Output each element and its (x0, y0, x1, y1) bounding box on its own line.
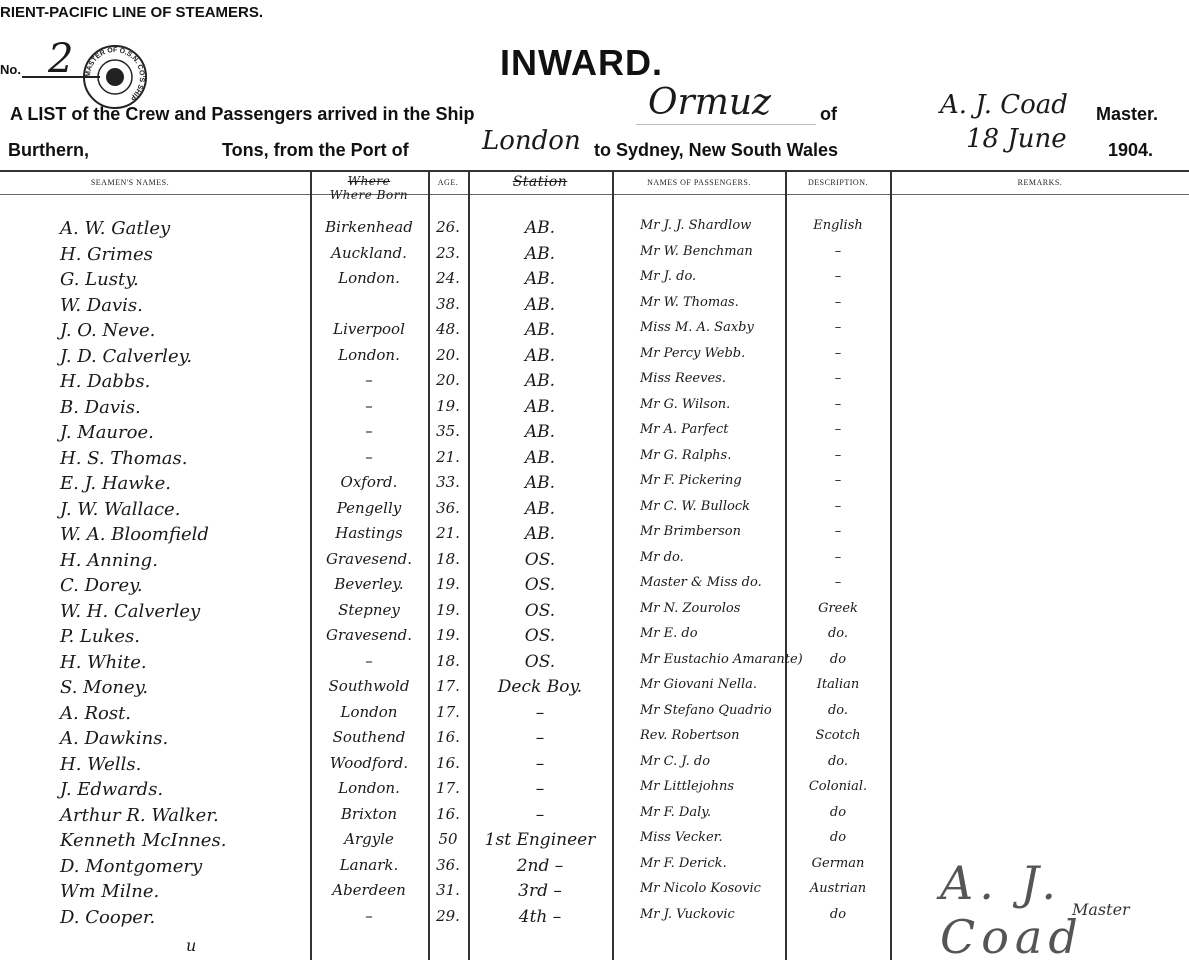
passenger-description: Italian (816, 677, 860, 692)
station: OS. (524, 600, 556, 621)
passenger-name: Mr E. do (640, 626, 698, 641)
station: – (535, 804, 545, 825)
seaman-name: D. Cooper. (60, 906, 156, 928)
seaman-name: D. Montgomery (60, 855, 203, 877)
page-title: INWARD. (500, 42, 663, 83)
station: AB. (524, 320, 556, 340)
passenger-name: Mr W. Thomas. (640, 294, 739, 310)
passenger-description: Greek (818, 600, 858, 616)
passenger-name: Mr Littlejohns (640, 779, 735, 794)
station: AB. (524, 396, 556, 417)
passenger-description: English (813, 218, 863, 233)
station: AB. (524, 498, 556, 519)
tons-label: Tons, from the Port of (222, 140, 409, 160)
age: 17. (436, 702, 460, 721)
seaman-name: W. Davis. (60, 294, 143, 316)
master-label: Master. (1096, 104, 1159, 124)
station: Deck Boy. (497, 677, 583, 697)
birthplace: Pengelly (336, 498, 402, 517)
seaman-name: H. S. Thomas. (60, 447, 188, 469)
passenger-description: – (834, 396, 842, 412)
station: – (535, 728, 545, 748)
age: 26. (436, 218, 460, 236)
passenger-description: Austrian (809, 881, 867, 896)
destination-text: to Sydney, New South Wales (594, 140, 839, 160)
station: AB. (524, 294, 556, 315)
birthplace: Liverpool (333, 320, 405, 338)
age: 36. (436, 855, 460, 874)
age: 48. (436, 320, 460, 338)
header-station-struck: Station (512, 174, 568, 190)
ship-stamp (82, 44, 148, 110)
birthplace: Lanark. (339, 855, 399, 874)
header-remarks: REMARKS. (1017, 178, 1063, 187)
table-top-rule (0, 170, 1189, 172)
passenger-name: Miss M. A. Saxby (640, 320, 754, 335)
passenger-description: do. (827, 702, 849, 718)
birthplace: Auckland. (331, 243, 407, 262)
age: 17. (436, 677, 460, 695)
seaman-name: J. Edwards. (60, 779, 164, 800)
station: – (535, 753, 545, 774)
birthplace: London. (338, 345, 400, 364)
seaman-name: W. A. Bloomfield (60, 524, 209, 545)
passenger-description: – (834, 422, 842, 437)
seaman-name: A. W. Gatley (60, 218, 171, 239)
seaman-name: H. White. (60, 651, 147, 673)
birthplace: – (365, 906, 373, 925)
birthplace: Southend (332, 728, 406, 746)
seaman-name: W. H. Calverley (60, 600, 201, 622)
passenger-description: – (834, 524, 842, 539)
seaman-name: A. Rost. (60, 702, 132, 724)
station: AB. (524, 473, 556, 493)
port-name: London (482, 126, 581, 156)
birthplace: Stepney (338, 600, 400, 619)
passenger-name: Master & Miss do. (640, 575, 762, 590)
passenger-description: do (829, 906, 847, 922)
age: 19. (436, 396, 460, 415)
birthplace: Southwold (328, 677, 410, 695)
passenger-name: Mr do. (640, 549, 684, 565)
passenger-name: Mr G. Ralphs. (640, 447, 732, 463)
header-station (470, 174, 610, 190)
rule-after-station (612, 170, 614, 960)
age: 24. (436, 269, 460, 287)
station: OS. (524, 626, 556, 646)
age: 19. (436, 626, 460, 644)
age: 35. (436, 422, 460, 440)
list-text: A LIST of the Crew and Passengers arrived in the Ship (10, 104, 475, 124)
passenger-name: Mr J. J. Shardlow (640, 218, 752, 233)
passenger-description: Scotch (815, 728, 861, 743)
passenger-description: – (834, 498, 842, 514)
seaman-name: H. Wells. (60, 753, 142, 775)
number-label: No. (0, 62, 21, 77)
seaman-name: P. Lukes. (60, 626, 140, 647)
birthplace: – (365, 422, 373, 440)
header-description: DESCRIPTION. (807, 178, 868, 187)
passenger-description: – (834, 345, 842, 361)
footer-mark: u (186, 936, 197, 955)
passenger-name: Mr J. do. (640, 269, 697, 284)
passenger-description: German (811, 855, 865, 871)
station: AB. (524, 345, 556, 366)
passenger-name: Mr J. Vuckovic (640, 906, 735, 922)
passenger-name: Mr C. J. do (640, 753, 711, 769)
passenger-name: Mr Percy Webb. (640, 345, 746, 361)
ship-underline (636, 124, 816, 125)
seaman-name: G. Lusty. (60, 269, 139, 290)
passenger-description: do (829, 804, 847, 820)
birthplace: Woodford. (329, 753, 409, 772)
number-value: 2 (48, 36, 74, 82)
passenger-description: do. (827, 626, 849, 641)
birthplace: London. (338, 779, 400, 797)
seaman-name: C. Dorey. (60, 575, 143, 596)
birthplace: Aberdeen (332, 881, 406, 899)
age: 16. (436, 753, 460, 772)
station: AB. (524, 371, 556, 391)
seaman-name: Kenneth McInnes. (60, 830, 227, 851)
birthplace: Oxford. (340, 473, 398, 491)
seaman-name: J. D. Calverley. (60, 345, 193, 367)
seaman-name: J. Mauroe. (60, 422, 154, 443)
age: 21. (436, 447, 460, 466)
age: 23. (436, 243, 460, 262)
station: 1st Engineer (484, 830, 596, 850)
seaman-name: J. W. Wallace. (60, 498, 181, 520)
seaman-name: S. Money. (60, 677, 149, 698)
birthplace: Gravesend. (325, 549, 413, 568)
passenger-name: Mr F. Pickering (640, 473, 742, 488)
passenger-description: – (834, 575, 842, 590)
passenger-description: do. (827, 753, 849, 769)
birthplace: – (365, 447, 373, 466)
age: 17. (436, 779, 460, 797)
header-born-text: Where Born (329, 188, 409, 202)
station: OS. (524, 549, 556, 570)
age: 36. (436, 498, 460, 517)
seaman-name: Wm Milne. (60, 881, 160, 902)
age: 31. (436, 881, 460, 899)
station: AB. (524, 422, 556, 442)
remarks-signature-title: Master (1072, 900, 1130, 919)
line-name: RIENT-PACIFIC LINE OF STEAMERS. (0, 4, 264, 21)
passenger-name: Mr Brimberson (640, 524, 742, 539)
station: – (535, 779, 545, 799)
station: 2nd – (516, 855, 564, 876)
birthplace: Hastings (335, 524, 403, 542)
passenger-description: – (834, 447, 842, 463)
seaman-name: H. Grimes (60, 243, 153, 265)
passenger-name: Mr N. Zourolos (640, 600, 741, 616)
age: 18. (436, 549, 460, 568)
birthplace: Beverley. (334, 575, 404, 593)
birthplace: Birkenhead (325, 218, 413, 236)
passenger-description: – (834, 549, 842, 565)
passenger-name: Mr Stefano Quadrio (640, 702, 772, 718)
seaman-name: J. O. Neve. (60, 320, 156, 341)
passenger-description: – (834, 371, 842, 386)
station: AB. (524, 269, 556, 289)
seaman-name: H. Dabbs. (60, 371, 151, 392)
age: 20. (436, 371, 460, 389)
age: 19. (436, 600, 460, 619)
station: AB. (524, 447, 556, 468)
age: 38. (436, 294, 460, 313)
passenger-name: Mr Eustachio Amarante) (640, 651, 803, 667)
station: AB. (524, 524, 556, 544)
passenger-name: Mr F. Daly. (640, 804, 711, 820)
master-name: A. J. Coad (940, 90, 1068, 120)
ship-name: Ormuz (648, 82, 772, 123)
station: OS. (524, 575, 556, 595)
birthplace: Gravesend. (325, 626, 413, 644)
age: 18. (436, 651, 460, 670)
station: 3rd – (518, 881, 562, 901)
passenger-name: Mr Nicolo Kosovic (640, 881, 761, 896)
age: 21. (436, 524, 460, 542)
passenger-description: – (834, 473, 842, 488)
passenger-name: Miss Reeves. (640, 371, 726, 386)
passenger-name: Mr W. Benchman (640, 243, 753, 259)
header-where-born (312, 174, 426, 202)
age: 16. (436, 804, 460, 823)
passenger-name: Miss Vecker. (640, 830, 723, 845)
header-passengers: NAMES OF PASSENGERS. (647, 178, 751, 187)
header-born-struck: Where (347, 174, 391, 188)
rule-after-description (890, 170, 892, 960)
passenger-name: Rev. Robertson (640, 728, 740, 743)
station: AB. (524, 243, 556, 264)
passenger-description: Colonial. (808, 779, 868, 794)
birthplace: Argyle (344, 830, 394, 848)
table-header-rule (0, 194, 1189, 195)
passenger-name: Mr G. Wilson. (640, 396, 731, 412)
burthern-label: Burthern, (8, 140, 89, 160)
age: 16. (436, 728, 460, 746)
birthplace: London (340, 702, 398, 721)
birthplace: – (365, 371, 373, 389)
seaman-name: A. Dawkins. (60, 728, 169, 749)
seaman-name: Arthur R. Walker. (60, 804, 219, 826)
birthplace: London. (338, 269, 400, 287)
age: 19. (436, 575, 460, 593)
age: 33. (436, 473, 460, 491)
header-age: AGE. (437, 178, 459, 187)
birthplace: – (365, 396, 373, 415)
passenger-name: Mr A. Parfect (640, 422, 729, 437)
stamp-text: MASTER OF O.S.N. CO'S SHIP (84, 46, 146, 102)
passenger-name: Mr C. W. Bullock (640, 498, 750, 514)
passenger-name: Mr Giovani Nella. (640, 677, 758, 692)
passenger-description: – (834, 243, 842, 259)
station: OS. (524, 651, 556, 672)
seaman-name: H. Anning. (60, 549, 158, 571)
birthplace: – (365, 651, 373, 670)
header-seamen-names: SEAMEN'S NAMES. (90, 178, 170, 187)
passenger-description: – (834, 320, 842, 335)
remarks-signature: A. J. Coad (940, 856, 1084, 964)
station: 4th – (518, 906, 562, 927)
passenger-description: – (834, 294, 842, 310)
seaman-name: B. Davis. (60, 396, 141, 418)
passenger-name: Mr F. Derick. (640, 855, 727, 871)
passenger-description: – (834, 269, 842, 284)
age: 20. (436, 345, 460, 364)
age: 29. (436, 906, 460, 925)
birthplace: Brixton (340, 804, 398, 823)
year: 1904. (1108, 140, 1154, 160)
station: – (535, 702, 545, 723)
passenger-description: do (829, 830, 847, 845)
date-handwritten: 18 June (966, 124, 1067, 154)
of-label: of (820, 104, 837, 124)
station: AB. (524, 218, 556, 238)
seaman-name: E. J. Hawke. (60, 473, 171, 494)
passenger-description: do (829, 651, 847, 667)
age: 50 (438, 830, 458, 848)
